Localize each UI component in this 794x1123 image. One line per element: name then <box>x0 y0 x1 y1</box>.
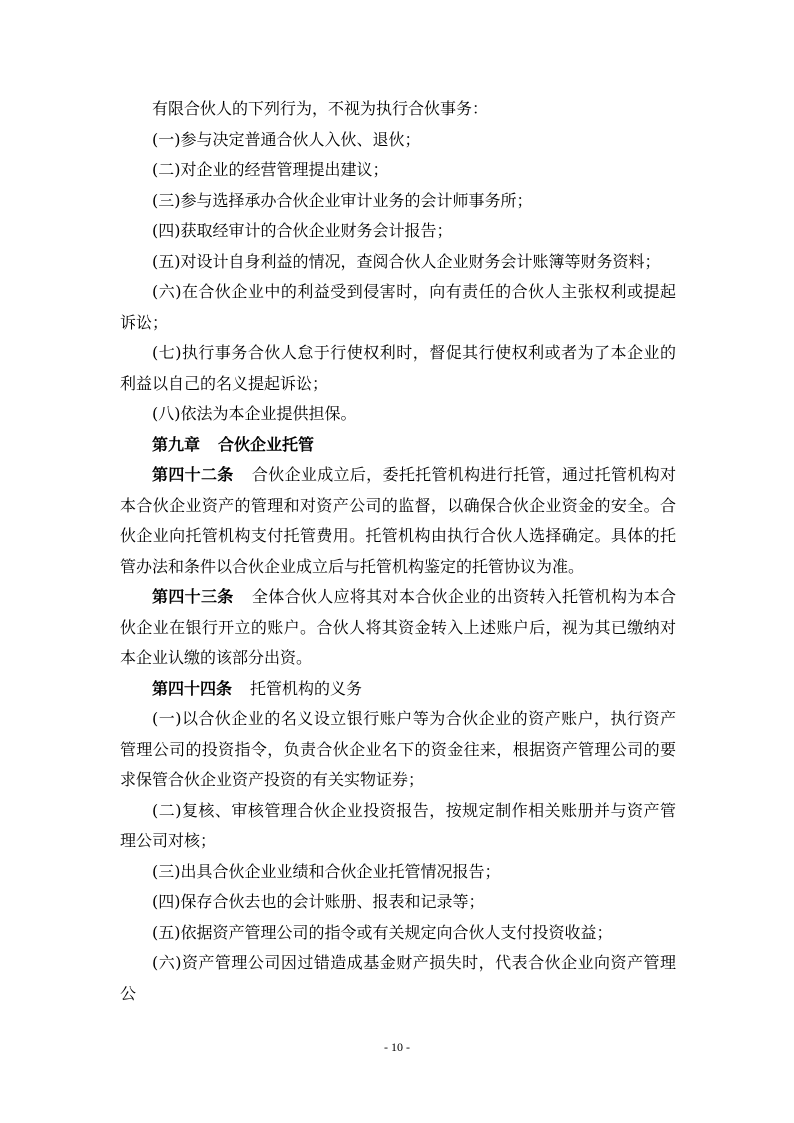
article-43 <box>120 582 676 674</box>
list-item: (四)获取经审计的合伙企业财务会计报告； <box>152 221 453 240</box>
list-item: (一)参与决定普通合伙人入伙、退伙； <box>152 129 421 149</box>
article-label: 第四十三条 <box>152 587 234 606</box>
duty-item: (三)出具合伙企业业绩和合伙企业托管情况报告； <box>152 861 501 881</box>
list-item: (七)执行事务合伙人怠于行使权利时，督促其行使权利或者为了本企业的利益以自己的名义提起诉讼； <box>120 343 676 393</box>
chapter-title: 合伙企业托管 <box>218 434 315 454</box>
list-item: (八)依法为本企业提供担保。 <box>152 404 357 423</box>
page-number: - 10 - <box>384 1040 410 1054</box>
article-text: 托管机构的义务 <box>250 678 363 698</box>
document-body <box>120 94 676 1009</box>
article-text: 全体合伙人应将其对本合伙企业的出资转入托管机构为本合伙企业在银行开立的账户。合伙人将其资金转入上述账户后，视为其已缴纳对本企业认缴的该部分出资。 <box>120 587 676 667</box>
article-text: 合伙企业成立后，委托托管机构进行托管，通过托管机构对本合伙企业资产的管理和对资产公司的监督，以确保合伙企业资金的安全。合伙企业向托管机构支付托管费用。托管机构由执行合伙人选择确定。具体的托管办法和条件以合伙企业成立后与托管机构鉴定的托管协议为准。 <box>120 465 676 576</box>
chapter-number: 第九章 <box>152 434 201 454</box>
duty-item: (四)保存合伙去也的会计账册、报表和记录等； <box>152 892 485 911</box>
list-item: (二)对企业的经营管理提出建议； <box>152 160 389 179</box>
duty-item: (六)资产管理公司因过错造成基金财产损失时，代表合伙企业向资产管理公 <box>120 953 676 1003</box>
duty-item: (五)依据资产管理公司的指令或有关规定向合伙人支付投资收益； <box>152 922 613 942</box>
duty-item: (二)复核、审核管理合伙企业投资报告，按规定制作相关账册并与资产管理公司对核； <box>120 800 676 850</box>
list-item: (六)在合伙企业中的利益受到侵害时，向有责任的合伙人主张权利或提起诉讼； <box>120 282 676 332</box>
article-42 <box>120 460 676 582</box>
article-label: 第四十四条 <box>152 678 233 698</box>
list-item: (五)对设计自身利益的情况，查阅合伙人企业财务会计账簿等财务资料； <box>152 251 661 271</box>
duty-item: (一)以合伙企业的名义设立银行账户等为合伙企业的资产账户，执行资产管理公司的投资指令，负责合伙企业名下的资金往来，根据资产管理公司的要求保管合伙企业资产投资的有关实物证券； <box>120 709 676 789</box>
article-44 <box>120 674 676 705</box>
paragraph-intro: 有限合伙人的下列行为，不视为执行合伙事务： <box>152 99 489 118</box>
article-label: 第四十二条 <box>152 465 234 484</box>
chapter-heading <box>120 430 676 461</box>
list-item: (三)参与选择承办合伙企业审计业务的会计师事务所； <box>152 190 533 210</box>
